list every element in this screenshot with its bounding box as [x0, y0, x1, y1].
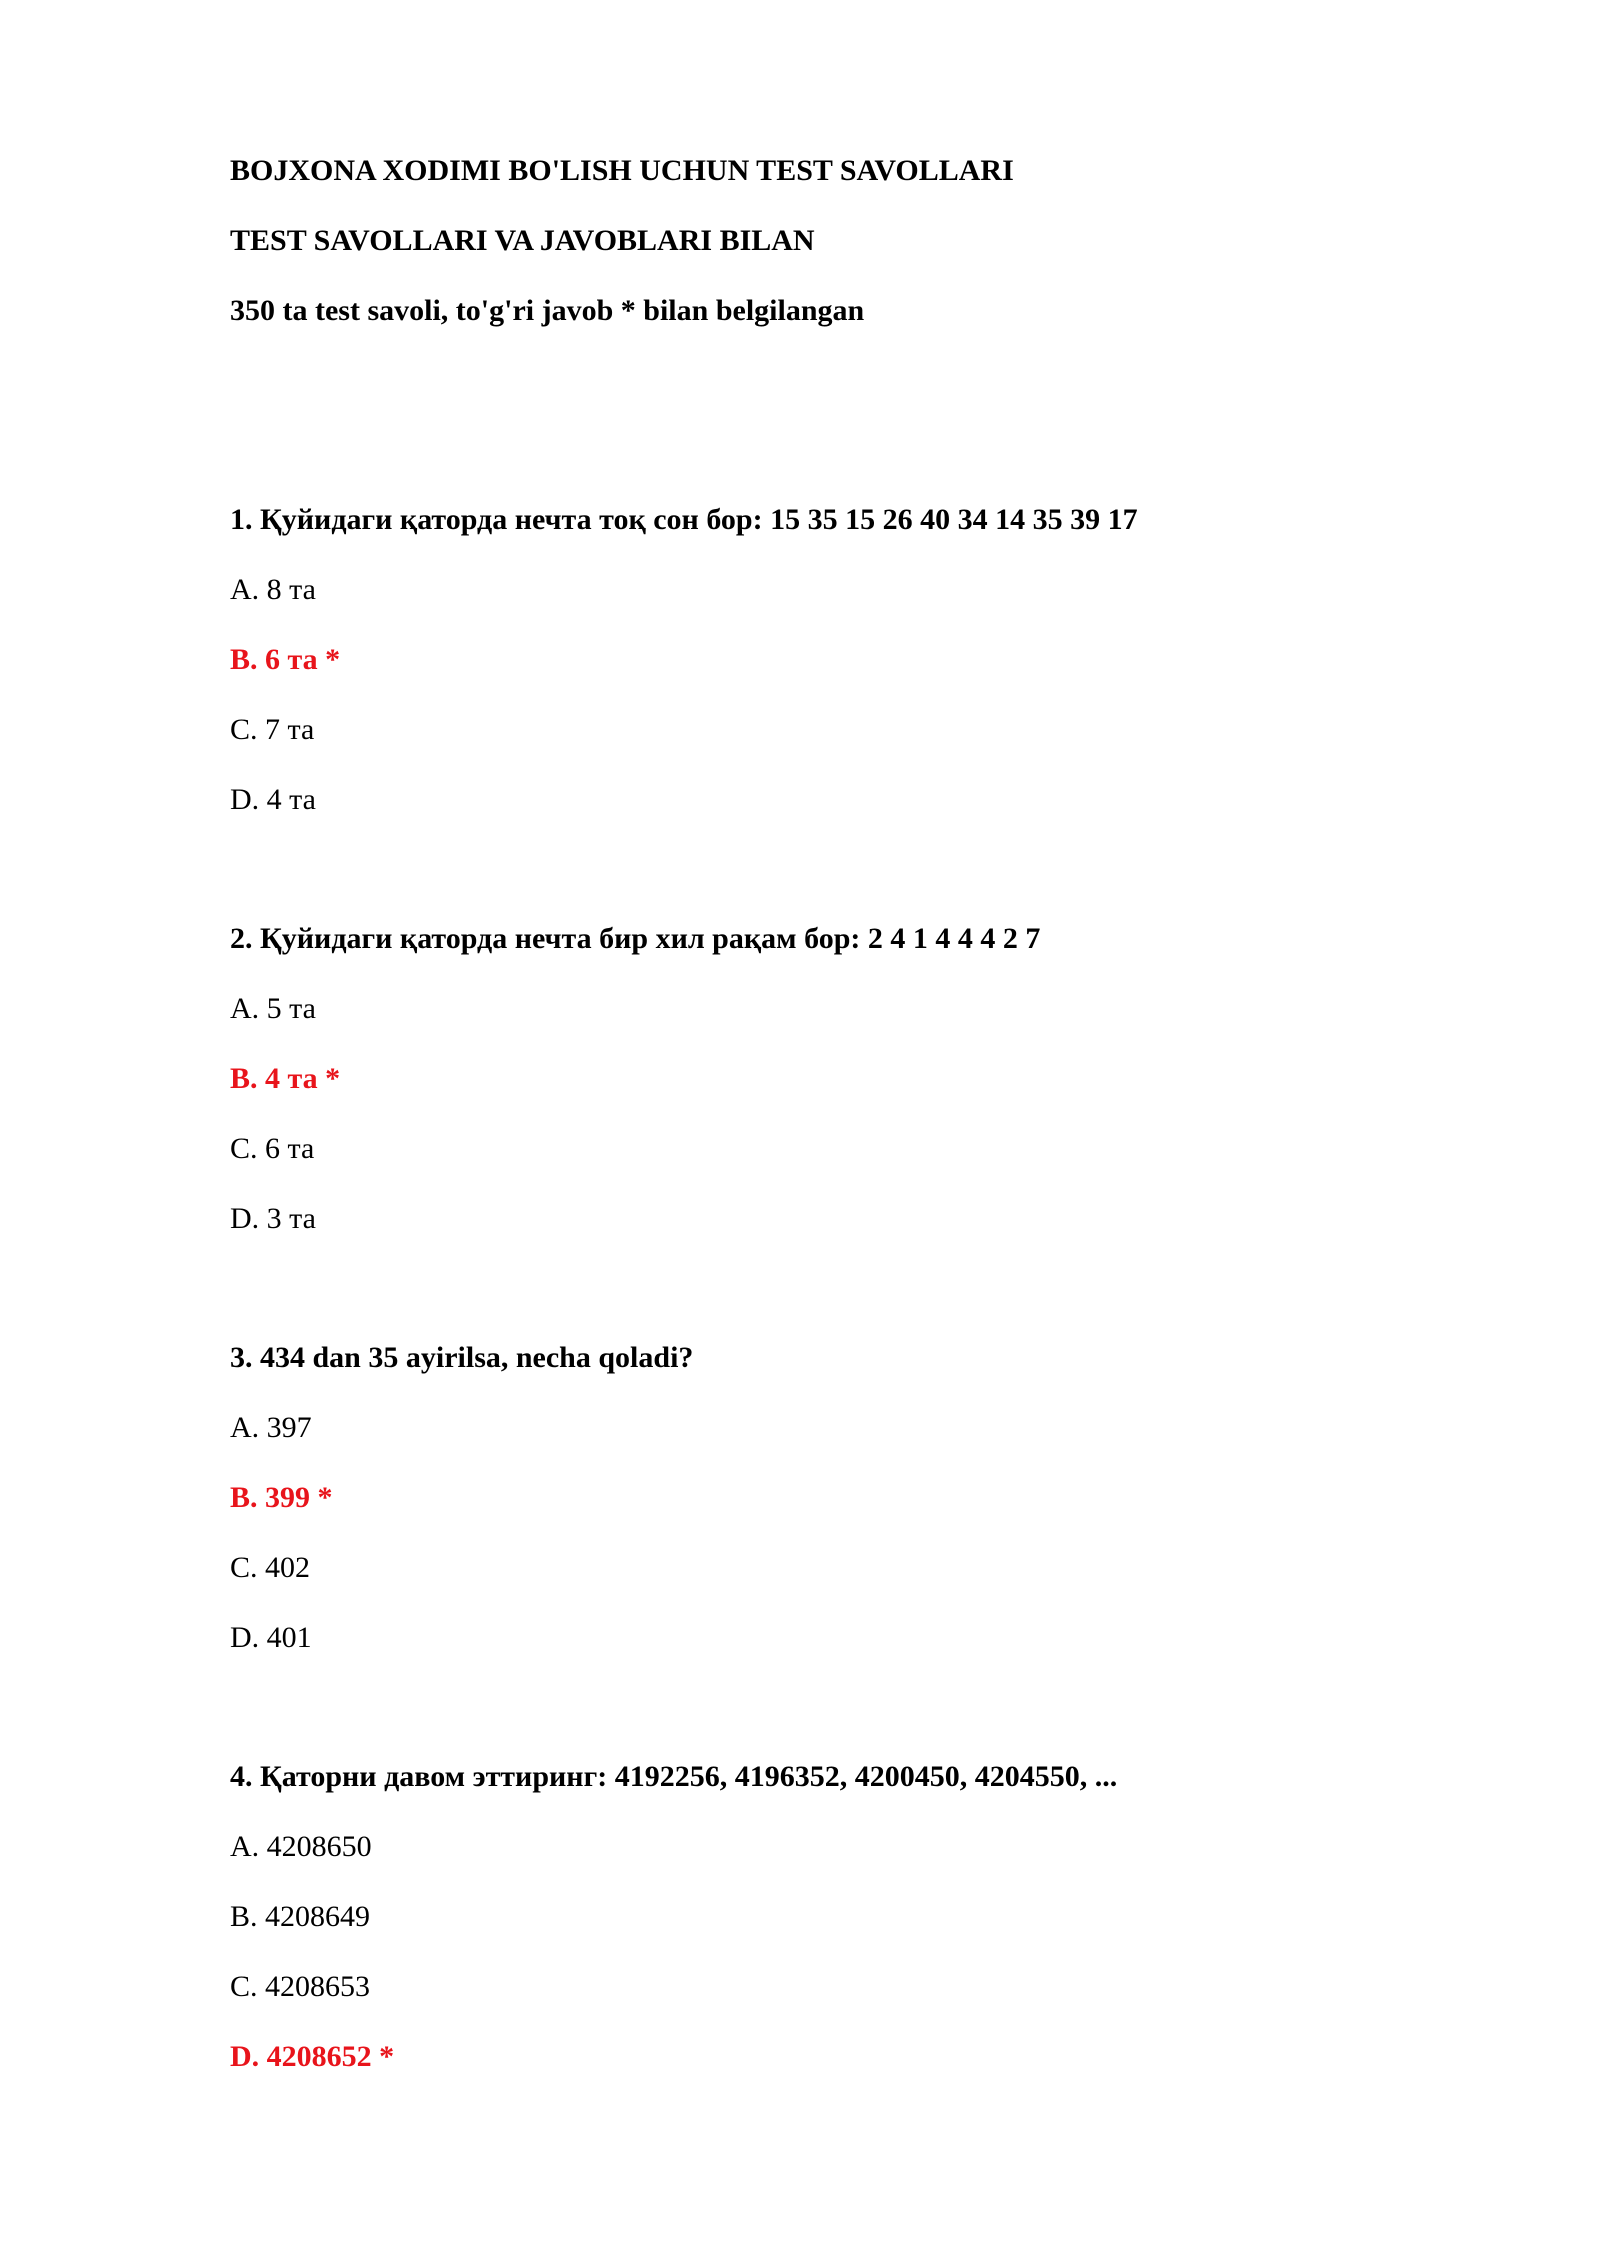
- question-3-option-b-correct: B. 399 *: [230, 1481, 333, 1514]
- question-2-option-b-correct: B. 4 та *: [230, 1062, 341, 1095]
- question-4-option-b: B. 4208649: [230, 1900, 371, 1933]
- question-4-option-d-correct: D. 4208652 *: [230, 2040, 395, 2073]
- question-1: 1. Қуйидаги қаторда нечта тоқ сон бор: 15 35 15 26 40 34 14 35 39 17: [230, 503, 1138, 536]
- question-1-option-d: D. 4 та: [230, 783, 316, 816]
- document-note: 350 ta test savoli, to'g'ri javob * bilan belgilangan: [230, 294, 865, 327]
- document-title: BOJXONA XODIMI BO'LISH UCHUN TEST SAVOLLARI: [230, 154, 1014, 187]
- question-4-option-a: A. 4208650: [230, 1830, 372, 1863]
- document-subtitle: TEST SAVOLLARI VA JAVOBLARI BILAN: [230, 224, 815, 257]
- question-2-option-d: D. 3 та: [230, 1202, 316, 1235]
- question-1-option-c: C. 7 та: [230, 713, 315, 746]
- question-1-option-b-correct: B. 6 та *: [230, 643, 341, 676]
- question-3-option-c: C. 402: [230, 1551, 311, 1584]
- question-1-option-a: A. 8 та: [230, 573, 316, 606]
- question-2-option-a: A. 5 та: [230, 992, 316, 1025]
- question-2-option-c: C. 6 та: [230, 1132, 315, 1165]
- question-3-option-d: D. 401: [230, 1621, 312, 1654]
- question-2: 2. Қуйидаги қаторда нечта бир хил рақам бор: 2 4 1 4 4 4 2 7: [230, 922, 1041, 955]
- question-3-option-a: A. 397: [230, 1411, 312, 1444]
- question-4-option-c: C. 4208653: [230, 1970, 371, 2003]
- question-4: 4. Қаторни давом эттиринг: 4192256, 4196352, 4200450, 4204550, ...: [230, 1760, 1118, 1793]
- question-3: 3. 434 dan 35 ayirilsa, necha qoladi?: [230, 1341, 694, 1374]
